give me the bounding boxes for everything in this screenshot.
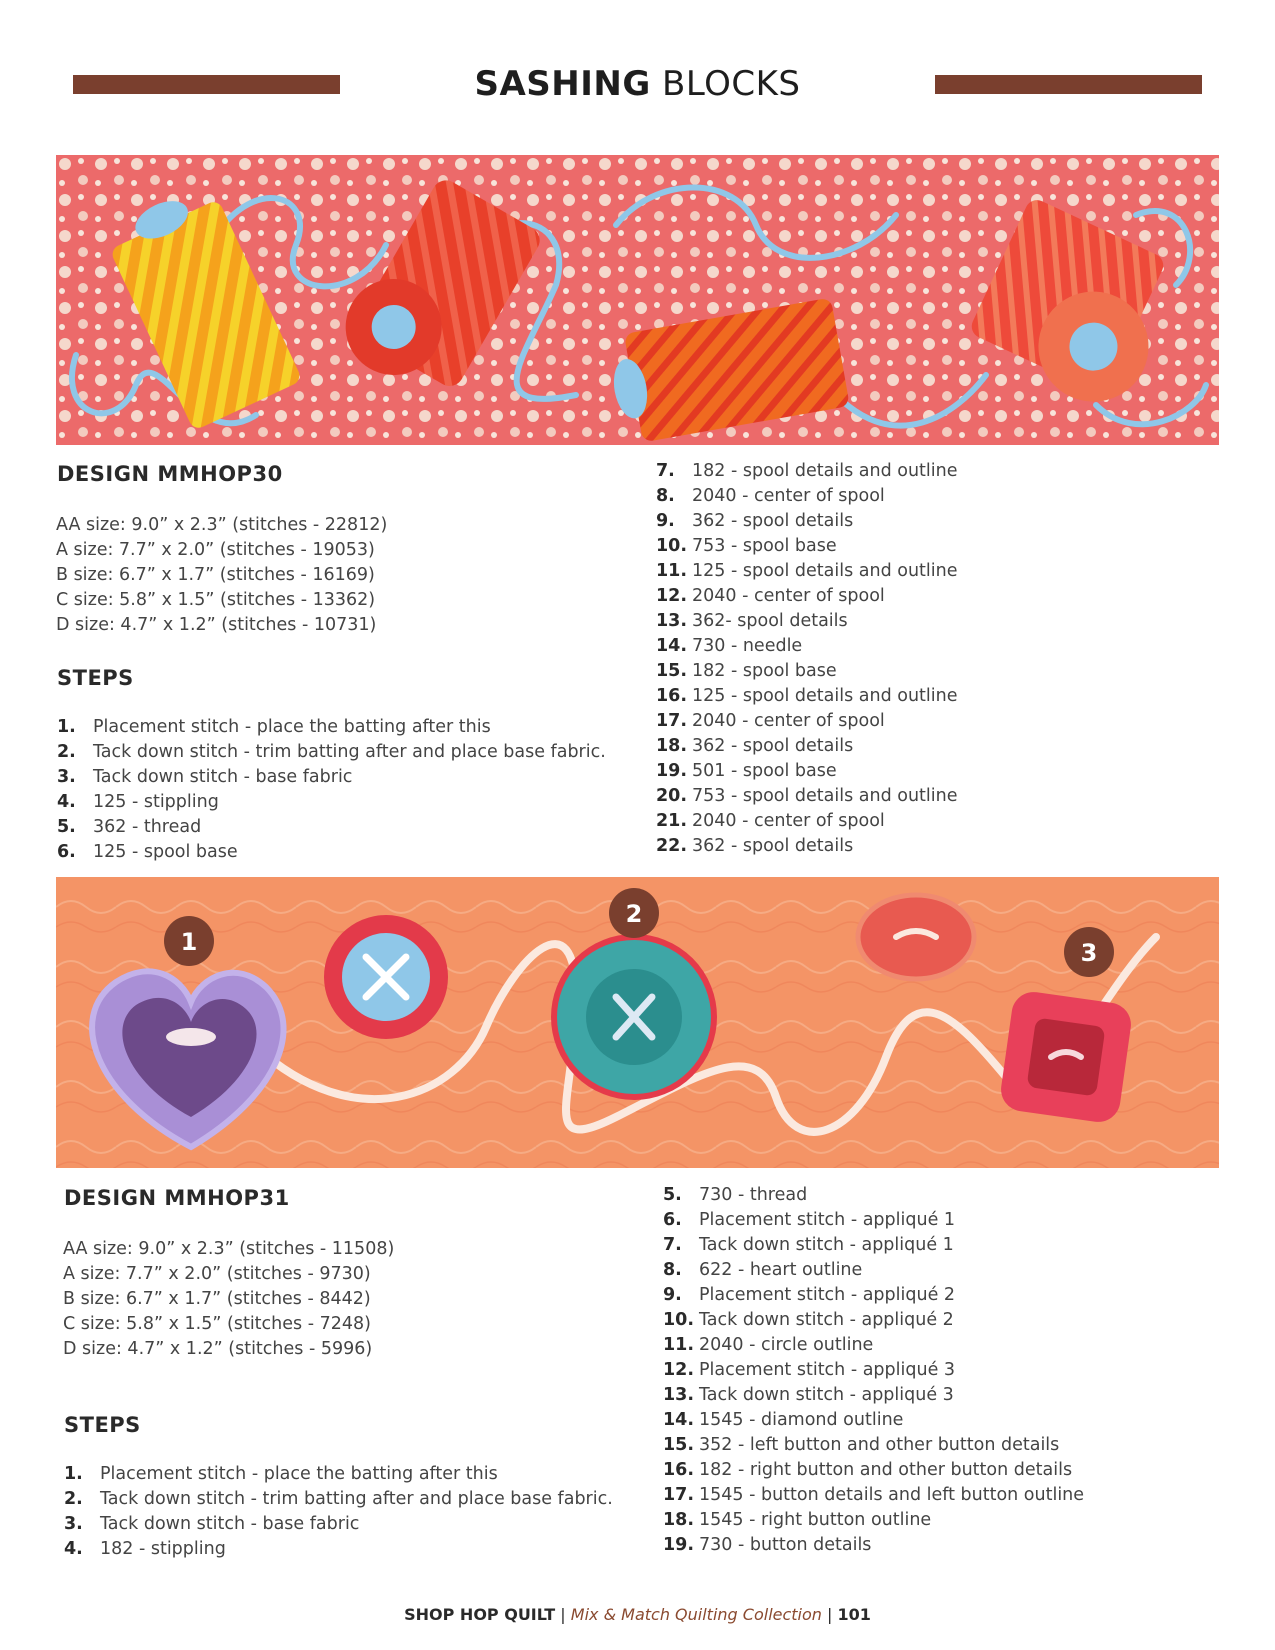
step-item: 21. 2040 - center of spool xyxy=(656,811,885,831)
step-item: 4. 125 - stippling xyxy=(57,792,219,812)
design1-steps-left xyxy=(57,715,606,865)
svg-text:3: 3 xyxy=(1080,939,1098,967)
footer-separator: | xyxy=(555,1605,571,1624)
step-item: 5. 362 - thread xyxy=(57,817,202,837)
step-item: 16. 182 - right button and other button details xyxy=(663,1460,1073,1480)
step-item: 6. 125 - spool base xyxy=(57,842,238,862)
design2-steps-right xyxy=(663,1183,1084,1558)
size-aa: AA size: 9.0” x 2.3” (stitches - 11508) xyxy=(63,1239,395,1259)
badge-2 xyxy=(609,888,659,938)
badge-3 xyxy=(1064,927,1114,977)
size-b: B size: 6.7” x 1.7” (stitches - 16169) xyxy=(56,565,375,585)
step-item: 3. Tack down stitch - base fabric xyxy=(57,767,353,787)
step-item: 13. 362- spool details xyxy=(656,611,848,631)
step-item: 8. 2040 - center of spool xyxy=(656,486,885,506)
design2-title: DESIGN MMHOP31 xyxy=(64,1186,290,1210)
step-item: 7. Tack down stitch - appliqué 1 xyxy=(663,1235,954,1255)
step-item: 20. 753 - spool details and outline xyxy=(656,786,958,806)
size-b: B size: 6.7” x 1.7” (stitches - 8442) xyxy=(63,1289,371,1309)
design2-steps-title: STEPS xyxy=(64,1413,141,1437)
step-item: 10. 753 - spool base xyxy=(656,536,837,556)
step-item: 8. 622 - heart outline xyxy=(663,1260,863,1280)
design1-steps-title: STEPS xyxy=(57,666,134,690)
design1-title: DESIGN MMHOP30 xyxy=(57,462,283,486)
step-item: 15. 352 - left button and other button details xyxy=(663,1435,1060,1455)
footer-separator: | xyxy=(821,1605,838,1624)
page-title-bold: SASHING xyxy=(474,64,651,104)
size-a: A size: 7.7” x 2.0” (stitches - 9730) xyxy=(63,1264,371,1284)
design2-steps-left xyxy=(64,1462,613,1562)
step-item: 19. 501 - spool base xyxy=(656,761,837,781)
step-item: 22. 362 - spool details xyxy=(656,836,854,856)
footer-brand: SHOP HOP QUILT xyxy=(404,1605,556,1624)
step-item: 18. 1545 - right button outline xyxy=(663,1510,932,1530)
svg-text:2: 2 xyxy=(625,900,643,928)
svg-text:1: 1 xyxy=(180,928,198,956)
design1-sizes xyxy=(56,513,387,638)
footer-collection: Mix & Match Quilting Collection xyxy=(570,1605,822,1624)
step-item: 17. 2040 - center of spool xyxy=(656,711,885,731)
step-item: 5. 730 - thread xyxy=(663,1185,808,1205)
step-item: 9. 362 - spool details xyxy=(656,511,854,531)
page-number: 101 xyxy=(837,1605,871,1624)
step-item: 18. 362 - spool details xyxy=(656,736,854,756)
step-item: 10. Tack down stitch - appliqué 2 xyxy=(663,1310,954,1330)
size-d: D size: 4.7” x 1.2” (stitches - 10731) xyxy=(56,615,377,635)
step-item: 17. 1545 - button details and left button outline xyxy=(663,1485,1085,1505)
step-item: 14. 1545 - diamond outline xyxy=(663,1410,904,1430)
page-footer xyxy=(0,1605,1275,1624)
step-item: 19. 730 - button details xyxy=(663,1535,872,1555)
step-item: 11. 2040 - circle outline xyxy=(663,1335,874,1355)
step-item: 11. 125 - spool details and outline xyxy=(656,561,958,581)
design2-sizes xyxy=(63,1237,394,1362)
step-item: 14. 730 - needle xyxy=(656,636,803,656)
size-c: C size: 5.8” x 1.5” (stitches - 7248) xyxy=(63,1314,371,1334)
step-item: 4. 182 - stippling xyxy=(64,1539,226,1559)
step-item: 12. Placement stitch - appliqué 3 xyxy=(663,1360,956,1380)
step-item: 9. Placement stitch - appliqué 2 xyxy=(663,1285,956,1305)
step-item: 2. Tack down stitch - trim batting after and place base fabric. xyxy=(64,1489,613,1509)
step-item: 16. 125 - spool details and outline xyxy=(656,686,958,706)
page-title xyxy=(0,64,1275,104)
step-item: 15. 182 - spool base xyxy=(656,661,837,681)
step-item: 1. Placement stitch - place the batting after this xyxy=(64,1464,498,1484)
step-item: 3. Tack down stitch - base fabric xyxy=(64,1514,360,1534)
size-aa: AA size: 9.0” x 2.3” (stitches - 22812) xyxy=(56,515,388,535)
step-item: 2. Tack down stitch - trim batting after and place base fabric. xyxy=(57,742,606,762)
size-c: C size: 5.8” x 1.5” (stitches - 13362) xyxy=(56,590,376,610)
size-d: D size: 4.7” x 1.2” (stitches - 5996) xyxy=(63,1339,373,1359)
step-item: 7. 182 - spool details and outline xyxy=(656,461,958,481)
design1-steps-right xyxy=(656,459,958,859)
step-item: 13. Tack down stitch - appliqué 3 xyxy=(663,1385,954,1405)
step-item: 6. Placement stitch - appliqué 1 xyxy=(663,1210,956,1230)
spools-banner-image xyxy=(56,155,1219,445)
badge-1 xyxy=(164,916,214,966)
buttons-banner-image xyxy=(56,877,1219,1168)
step-item: 1. Placement stitch - place the batting after this xyxy=(57,717,491,737)
size-a: A size: 7.7” x 2.0” (stitches - 19053) xyxy=(56,540,375,560)
page-title-rest: BLOCKS xyxy=(650,64,801,104)
step-item: 12. 2040 - center of spool xyxy=(656,586,885,606)
